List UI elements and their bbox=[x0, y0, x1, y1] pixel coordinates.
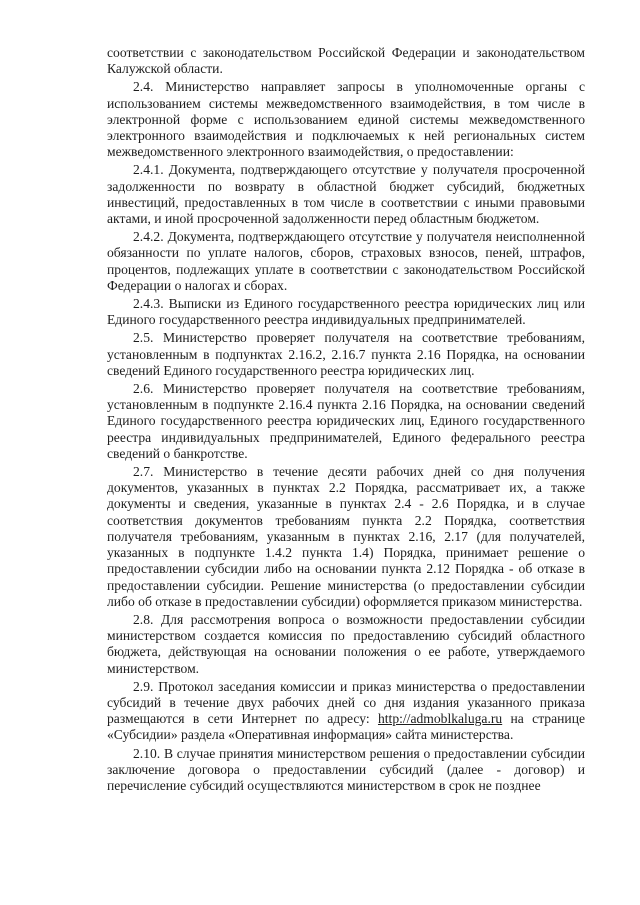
paragraph-2-4-1: 2.4.1. Документа, подтверждающего отсутствие у получателя просроченной задолженности по возврату в областной бюджет субсидий, бюджетных инвестиций, предоставленных в том числе в соответствии с иными правовыми актами, и иной просроченной задолженности перед областным бюджетом. bbox=[107, 162, 585, 227]
paragraph-continuation: соответствии с законодательством Российской Федерации и законодательством Калужской области. bbox=[107, 45, 585, 77]
paragraph-2-9-text: 2.9. Протокол заседания комиссии и приказ министерства о предоставлении субсидий в течение двух рабочих дней со дня издания указанного приказа размещаются в сети Интернет по адресу: bbox=[107, 678, 585, 727]
paragraph-2-9 bbox=[107, 679, 585, 744]
paragraph-2-10: 2.10. В случае принятия министерством решения о предоставлении субсидии заключение договора о предоставлении субсидий (далее - договор) и перечисление субсидий осуществляются министерством в срок не позднее bbox=[107, 745, 585, 793]
paragraph-2-7: 2.7. Министерство в течение десяти рабочих дней со дня получения документов, указанных в пунктах 2.2 Порядка, рассматривает их, а также документы и сведения, указанные в пунктах 2.4 - 2.6 Порядка, и в случае соответствия документов требованиям пункта 2.2 Порядка, соответствия получателя требованиям, указанным в пунктах 2.16, 2.17 (для получателей, указанных в подпункте 1.4.2 пункта 1.4) Порядка, принимает решение о предоставлении субсидии либо на основании пункта 2.12 Порядка - об отказе в предоставлении субсидии. Решение министерства (о предоставлении субсидии либо об отказе в предоставлении субсидии) оформляется приказом министерства. bbox=[107, 464, 585, 609]
paragraph-2-6: 2.6. Министерство проверяет получателя на соответствие требованиям, установленным в подпункте 2.16.4 пункта 2.16 Порядка, на основании сведений Единого государственного реестра юридических лиц, Единого государственного реестра индивидуальных предпринимателей, Единого федерального реестра сведений о банкротстве. bbox=[107, 381, 585, 461]
paragraph-2-9-tail: на странице «Субсидии» раздела «Оперативная информация» сайта министерства. bbox=[107, 711, 586, 743]
document-body bbox=[107, 45, 585, 796]
paragraph-2-4: 2.4. Министерство направляет запросы в уполномоченные органы с использованием системы межведомственного взаимодействия, в том числе в электронной форме с использованием единой системы межведомственного электронного взаимодействия и подключаемых к ней региональных систем межведомственного электронного взаимодействия, о предоставлении: bbox=[107, 79, 585, 160]
paragraph-2-5: 2.5. Министерство проверяет получателя на соответствие требованиям, установленным в подпунктах 2.16.2, 2.16.7 пункта 2.16 Порядка, на основании сведений Единого государственного реестра юридических лиц. bbox=[107, 330, 585, 378]
paragraph-2-4-2: 2.4.2. Документа, подтверждающего отсутствие у получателя неисполненной обязанности по уплате налогов, сборов, страховых взносов, пеней, штрафов, процентов, подлежащих уплате в соответствии с законодательством Российской Федерации о налогах и сборах. bbox=[107, 229, 585, 293]
paragraph-2-8: 2.8. Для рассмотрения вопроса о возможности предоставлении субсидии министерством создается комиссия по предоставлению субсидий областного бюджета, действующая на основании положения о ее работе, утверждаемого министерством. bbox=[107, 611, 585, 676]
paragraph-2-4-3: 2.4.3. Выписки из Единого государственного реестра юридических лиц или Единого государственного реестра индивидуальных предпринимателей. bbox=[107, 296, 585, 328]
admoblkaluga-link[interactable]: http://admoblkaluga.ru bbox=[377, 711, 503, 727]
